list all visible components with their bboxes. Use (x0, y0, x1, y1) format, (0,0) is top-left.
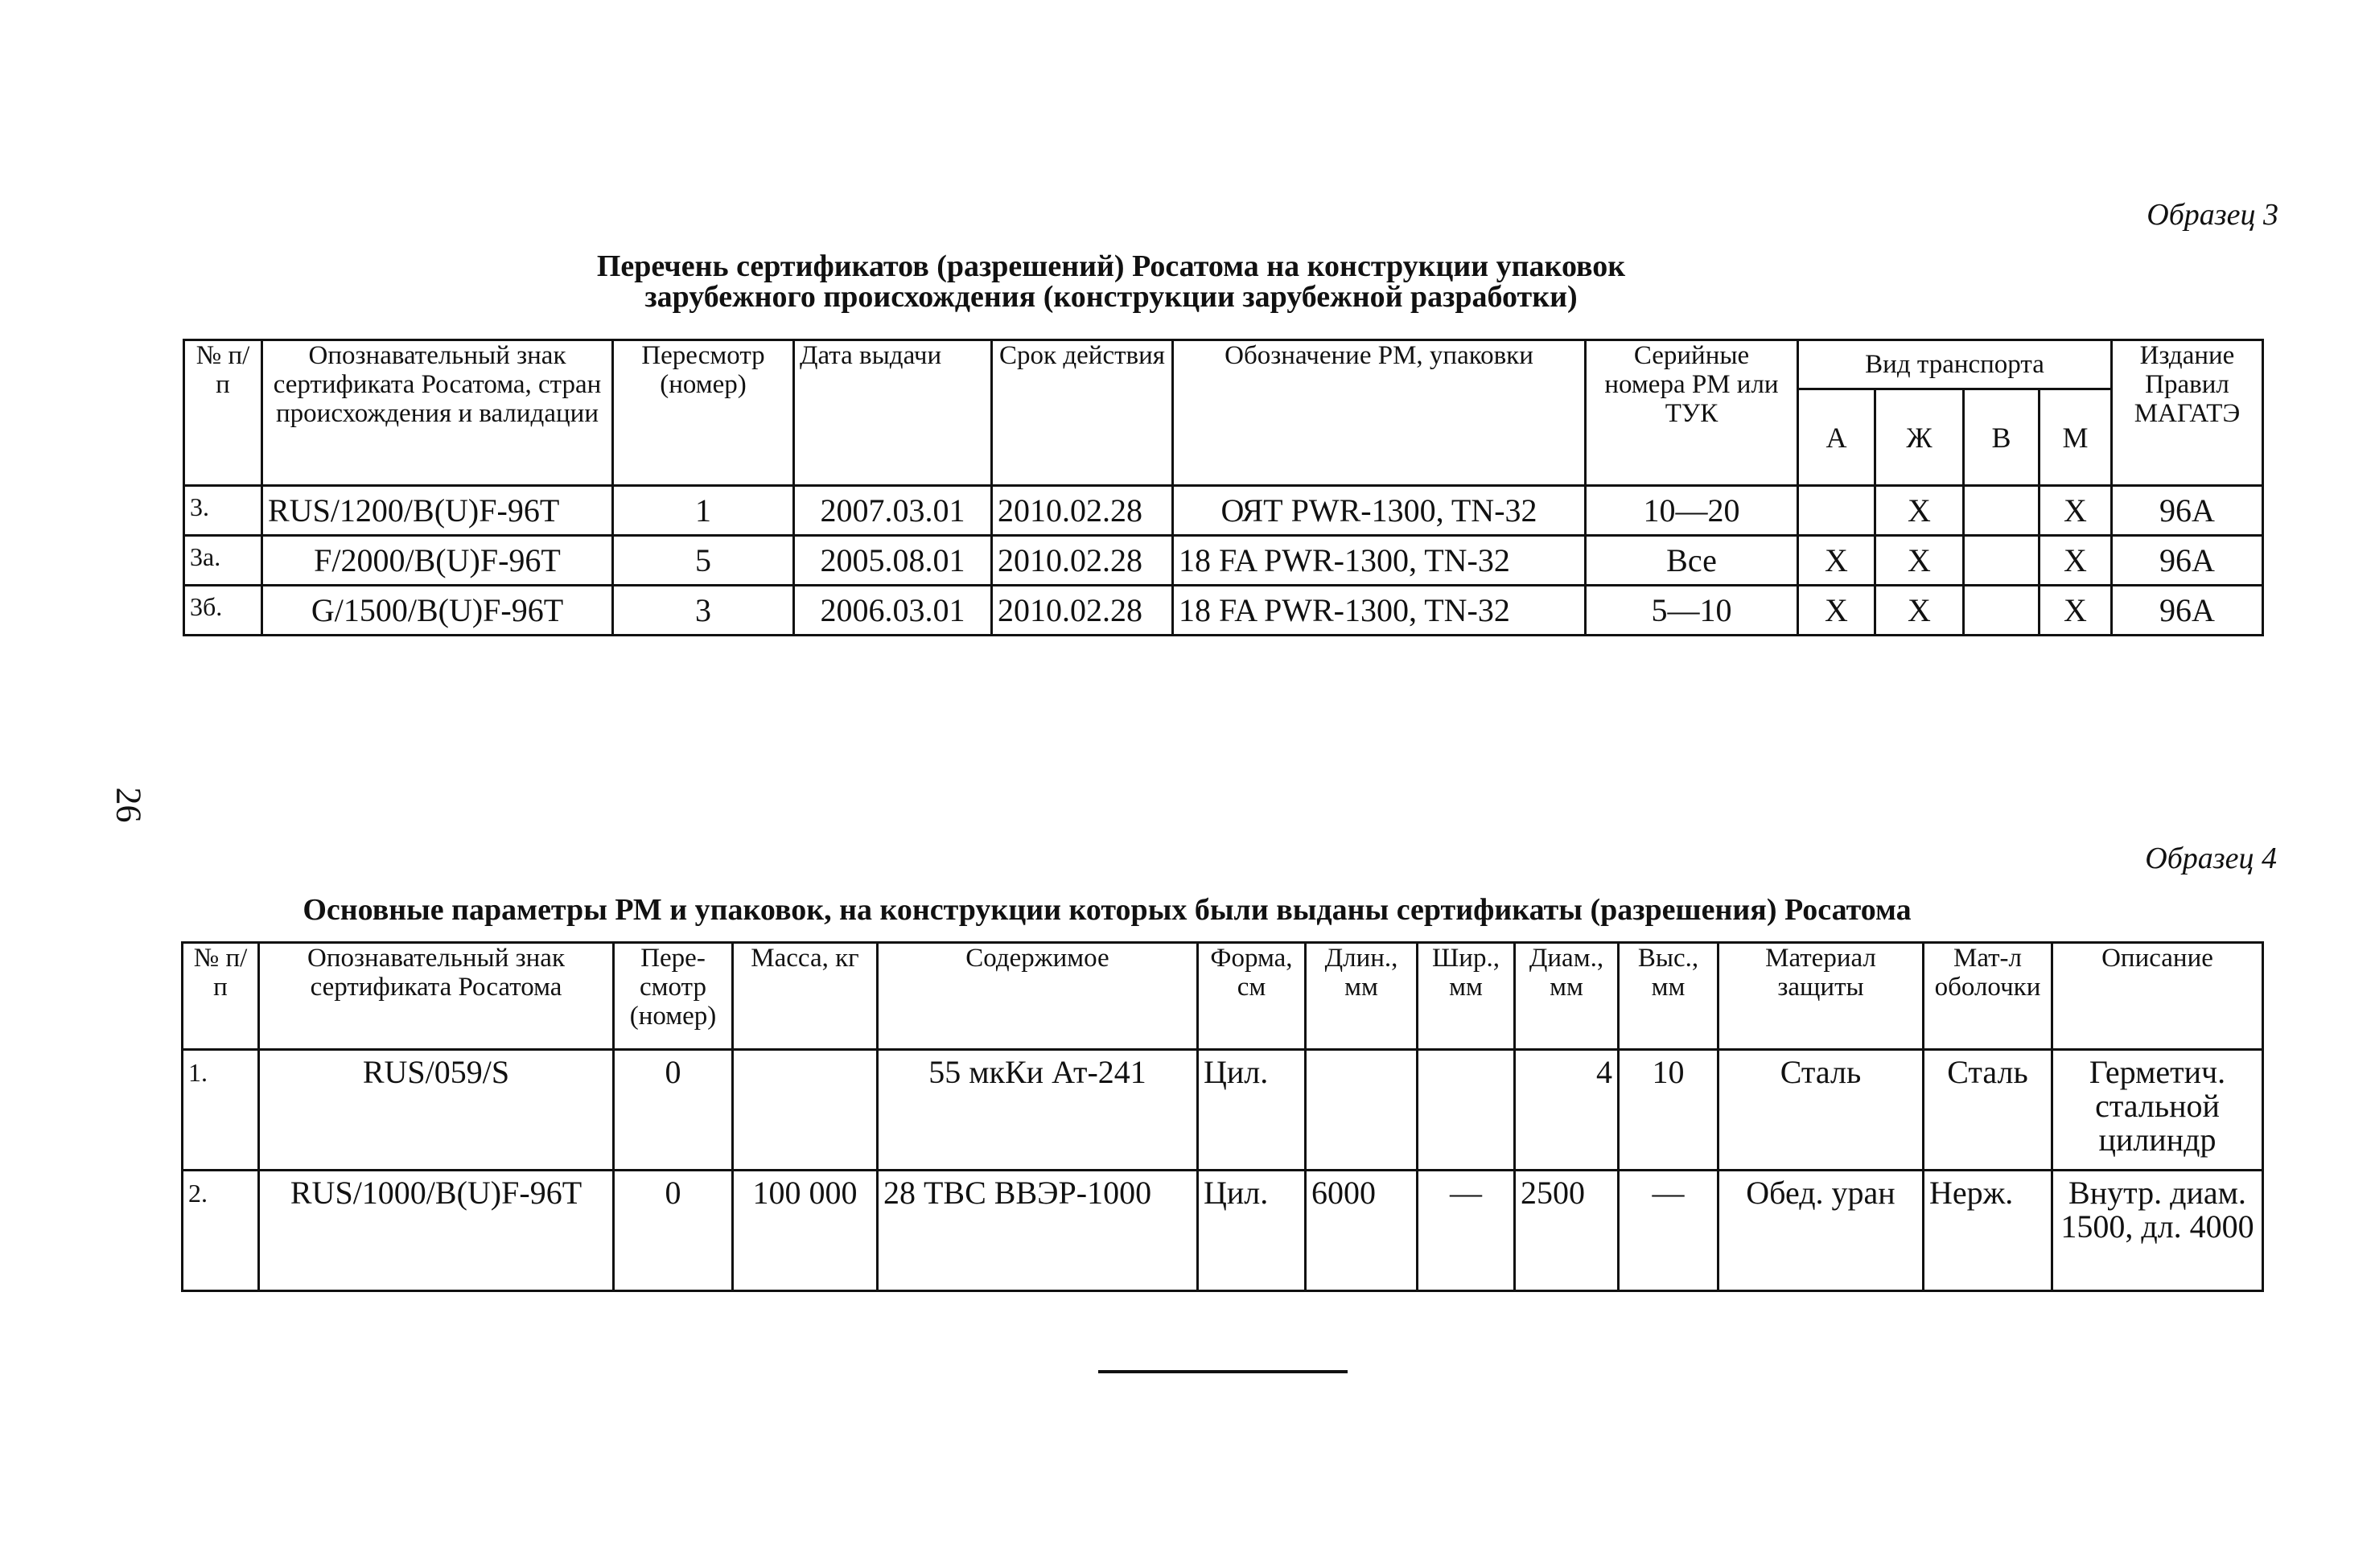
row-serial: Все (1586, 536, 1798, 586)
row-length (1306, 1050, 1418, 1171)
row-revision: 0 (614, 1171, 733, 1291)
sample-3-title-line-1: Перечень сертификатов (разрешений) Росатома на конструкции упаковок (596, 249, 1626, 283)
row-validity: 2010.02.28 (992, 486, 1173, 536)
header-num: № п/п (183, 943, 259, 1050)
header-transport-a: А (1798, 389, 1875, 486)
row-transport-m: X (2040, 486, 2112, 536)
sample-3-label: Образец 3 (2147, 198, 2278, 232)
header-height: Выс., мм (1619, 943, 1718, 1050)
row-validity: 2010.02.28 (992, 586, 1173, 636)
header-shell-material: Мат-л оболочки (1924, 943, 2052, 1050)
table-row (183, 1171, 2263, 1291)
header-revision: Пересмотр (номер) (613, 340, 794, 486)
row-diameter: 4 (1515, 1050, 1619, 1171)
row-width: — (1418, 1171, 1515, 1291)
sample-3-title (0, 251, 2299, 312)
row-transport-v (1964, 586, 2040, 636)
row-transport-v (1964, 486, 2040, 536)
row-edition: 96A (2112, 586, 2263, 636)
row-width (1418, 1050, 1515, 1171)
row-sign: G/1500/B(U)F-96T (262, 586, 613, 636)
header-edition: Издание Правил МАГАТЭ (2112, 340, 2263, 486)
row-sign: RUS/1200/B(U)F-96T (262, 486, 613, 536)
row-mass: 100 000 (733, 1171, 878, 1291)
row-issue-date: 2005.08.01 (794, 536, 992, 586)
row-revision: 1 (613, 486, 794, 536)
row-num: 1. (183, 1050, 259, 1171)
row-height: — (1619, 1171, 1718, 1291)
row-num: 3. (184, 486, 262, 536)
row-revision: 3 (613, 586, 794, 636)
header-transport: Вид транспорта (1798, 340, 2112, 389)
row-description: Внутр. диам. 1500, дл. 4000 (2052, 1171, 2263, 1291)
row-designation: 18 FA PWR-1300, TN-32 (1173, 536, 1586, 586)
header-mass: Масса, кг (733, 943, 878, 1050)
row-shield-material: Сталь (1718, 1050, 1924, 1171)
row-sign: RUS/1000/B(U)F-96T (259, 1171, 614, 1291)
header-shield-material: Материал защиты (1718, 943, 1924, 1050)
row-shield-material: Обед. уран (1718, 1171, 1924, 1291)
row-revision: 0 (614, 1050, 733, 1171)
row-height: 10 (1619, 1050, 1718, 1171)
header-designation: Обозначение РМ, упаковки (1173, 340, 1586, 486)
table-row (184, 536, 2263, 586)
row-serial: 5—10 (1586, 586, 1798, 636)
row-shell-material: Нерж. (1924, 1171, 2052, 1291)
header-num: № п/п (184, 340, 262, 486)
row-mass (733, 1050, 878, 1171)
row-designation: 18 FA PWR-1300, TN-32 (1173, 586, 1586, 636)
table-row (184, 486, 2263, 536)
header-transport-zh: Ж (1875, 389, 1964, 486)
header-description: Описание (2052, 943, 2263, 1050)
page-number: 26 (109, 787, 149, 823)
row-contents: 55 мкКи Ат-241 (878, 1050, 1198, 1171)
header-transport-m: М (2040, 389, 2112, 486)
row-sign: RUS/059/S (259, 1050, 614, 1171)
row-edition: 96A (2112, 536, 2263, 586)
row-transport-m: X (2040, 586, 2112, 636)
table-row (183, 1050, 2263, 1171)
sample-3-title-line-2: зарубежного происхождения (конструкции зарубежной разработки) (644, 280, 1578, 314)
row-revision: 5 (613, 536, 794, 586)
row-transport-a (1798, 486, 1875, 536)
row-contents: 28 ТВС ВВЭР-1000 (878, 1171, 1198, 1291)
row-shell-material: Сталь (1924, 1050, 2052, 1171)
header-sign: Опознавательный знак сертификата Росатома, стран происхождения и валидации (262, 340, 613, 486)
parameters-table (181, 941, 2264, 1292)
row-serial: 10—20 (1586, 486, 1798, 536)
footer-rule (1098, 1370, 1348, 1373)
header-length: Длин., мм (1306, 943, 1418, 1050)
row-designation: ОЯТ PWR-1300, TN-32 (1173, 486, 1586, 536)
row-form: Цил. (1198, 1171, 1306, 1291)
header-sign: Опознавательный знак сертификата Росатома (259, 943, 614, 1050)
sample-4-label: Образец 4 (2145, 842, 2277, 875)
row-transport-m: X (2040, 536, 2112, 586)
header-width: Шир., мм (1418, 943, 1515, 1050)
row-issue-date: 2006.03.01 (794, 586, 992, 636)
header-validity: Срок действия (992, 340, 1173, 486)
row-sign: F/2000/B(U)F-96T (262, 536, 613, 586)
table-row (184, 586, 2263, 636)
row-diameter: 2500 (1515, 1171, 1619, 1291)
header-form: Форма, см (1198, 943, 1306, 1050)
row-issue-date: 2007.03.01 (794, 486, 992, 536)
row-description: Герметич. стальной цилиндр (2052, 1050, 2263, 1171)
row-transport-zh: X (1875, 586, 1964, 636)
sample-4-title: Основные параметры РМ и упаковок, на конструкции которых были выданы сертификаты (разрешения) Росатома (303, 893, 1912, 927)
row-validity: 2010.02.28 (992, 536, 1173, 586)
row-num: 3б. (184, 586, 262, 636)
row-num: 3a. (184, 536, 262, 586)
header-revision: Пере-смотр (номер) (614, 943, 733, 1050)
header-transport-v: В (1964, 389, 2040, 486)
row-transport-a: X (1798, 536, 1875, 586)
header-diameter: Диам., мм (1515, 943, 1619, 1050)
row-transport-zh: X (1875, 536, 1964, 586)
certificates-table (183, 339, 2264, 636)
row-num: 2. (183, 1171, 259, 1291)
row-transport-a: X (1798, 586, 1875, 636)
row-length: 6000 (1306, 1171, 1418, 1291)
row-edition: 96A (2112, 486, 2263, 536)
row-form: Цил. (1198, 1050, 1306, 1171)
row-transport-v (1964, 536, 2040, 586)
header-contents: Содержимое (878, 943, 1198, 1050)
header-issue-date: Дата выдачи (794, 340, 992, 486)
header-serial: Серийные номера РМ или ТУК (1586, 340, 1798, 486)
row-transport-zh: X (1875, 486, 1964, 536)
